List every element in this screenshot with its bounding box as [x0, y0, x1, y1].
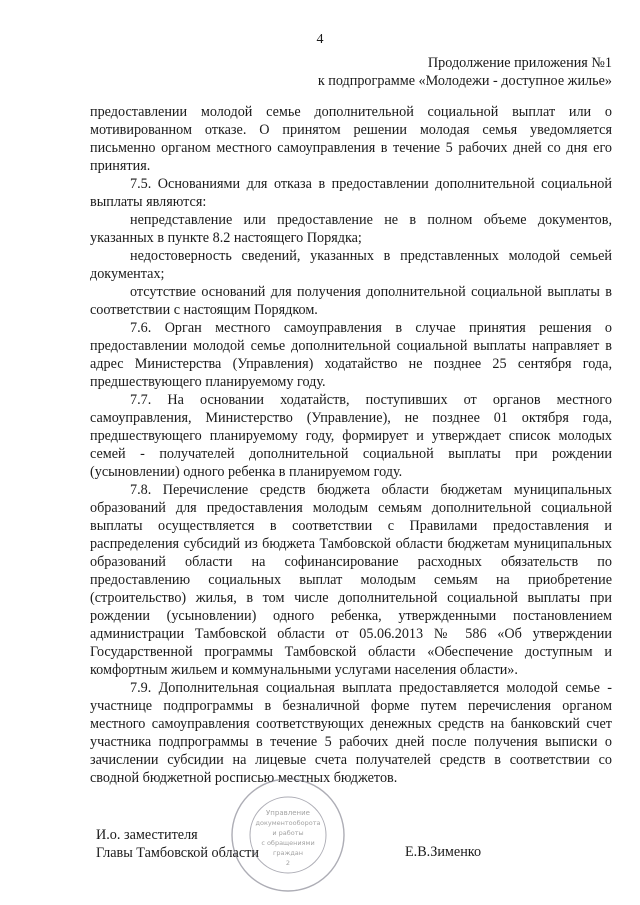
paragraph: 7.6. Орган местного самоуправления в случае принятия решения о предоставлении молодой семье дополнительной социальной выплаты направляет в адрес Министерства (Управления) ходатайство не позднее 25 сентября года, предшествующего планируемому году. [90, 320, 612, 390]
paragraph: 7.9. Дополнительная социальная выплата предоставляется молодой семье - участнице подпрограммы в безналичной форме путем перечисления органом местного самоуправления соответствующих денежных средств на банковский счет участника подпрограммы в течение 5 рабочих дней после получения выписки о зачислении субсидии на лицевые счета получателей средств в соответствии со сводной бюджетной росписью местных бюджетов. [90, 680, 612, 786]
official-stamp [228, 775, 348, 895]
appendix-header-line1: Продолжение приложения №1 [427, 55, 612, 71]
signature-name: Е.В.Зименко [405, 844, 482, 860]
signature-position-line2: Главы Тамбовской области [96, 845, 259, 861]
appendix-header [318, 54, 612, 90]
paragraph: отсутствие оснований для получения дополнительной социальной выплаты в соответствии с настоящим Порядком. [90, 284, 612, 318]
page-number: 4 [316, 32, 324, 47]
paragraph: 7.5. Основаниями для отказа в предоставлении дополнительной социальной выплаты являются: [90, 176, 612, 210]
stamp-line4: с обращениями [261, 839, 315, 847]
signature-position-line1: И.о. заместителя [96, 827, 198, 843]
document-body [90, 103, 612, 787]
paragraph: недостоверность сведений, указанных в представленных молодой семьей документах; [90, 248, 612, 282]
stamp-line5: граждан [272, 849, 304, 857]
paragraph: непредставление или предоставление не в полном объеме документов, указанных в пункте 8.2 настоящего Порядка; [90, 212, 612, 246]
paragraph: 7.7. На основании ходатайств, поступивших от органов местного самоуправления, Министерство (Управление), не позднее 01 октября года, предшествующего планируемому году, формирует и утверждает список молодых семей - получателей дополнительной социальной выплаты при рождении (усыновлении) одного ребенка в планируемом году. [90, 392, 612, 480]
stamp-number: 2 [285, 859, 291, 867]
paragraph: 7.8. Перечисление средств бюджета области бюджетам муниципальных образований для предоставления молодым семьям дополнительной социальной выплаты осуществляется в соответствии с Правилами предоставления и распределения субсидий из бюджета Тамбовской области бюджетам муниципальных образований области на софинансирование расходных обязательств по предоставлению социальных выплат молодым семьям на приобретение (строительство) жилья, в том числе дополнительной социальной выплаты при рождении (усыновлении) одного ребенка, утвержденными постановлением администрации Тамбовской области от 05.06.2013 № 586 «Об утверждении Государственной программы Тамбовской области «Обеспечение доступным и комфортным жильем и коммунальными услугами населения области». [90, 482, 612, 678]
appendix-header-line2: к подпрограмме «Молодежи - доступное жилье» [317, 73, 612, 89]
stamp-line2: документооборота [255, 819, 321, 827]
stamp-line1: Управление [266, 809, 310, 817]
stamp-line3: и работы [272, 829, 304, 837]
paragraph: предоставлении молодой семье дополнительной социальной выплат или о мотивированном отказе. О принятом решении молодая семья уведомляется письменно органом местного самоуправления в течение 5 рабочих дней со дня его принятия. [90, 104, 612, 174]
